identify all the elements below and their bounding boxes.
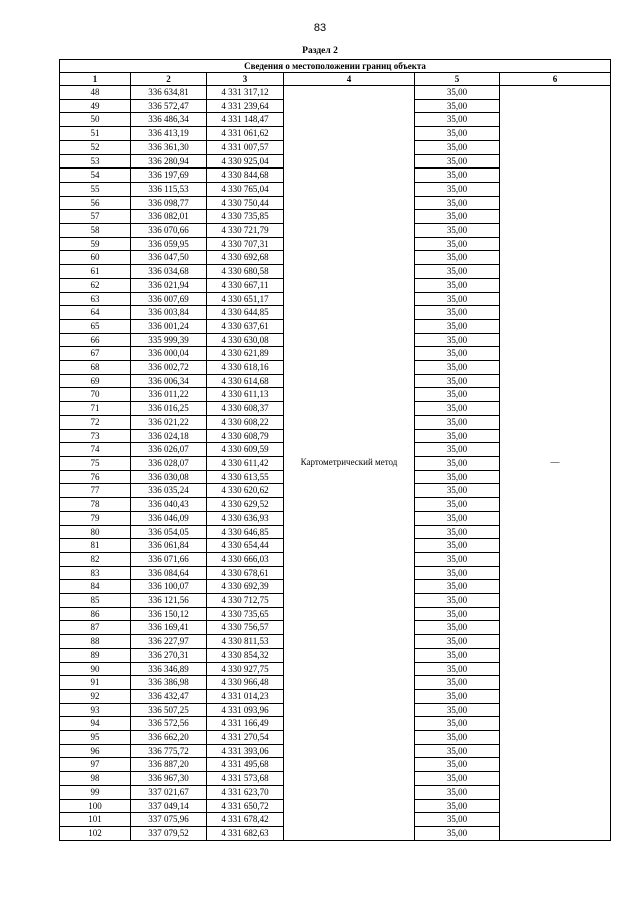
point-number-cell: 101 xyxy=(60,813,131,827)
coordinate-y-cell: 4 331 682,63 xyxy=(207,826,284,840)
point-number-cell: 84 xyxy=(60,580,131,594)
coordinate-x-cell: 337 079,52 xyxy=(131,826,207,840)
coordinate-y-cell: 4 331 495,68 xyxy=(207,758,284,772)
coordinate-x-cell: 336 016,25 xyxy=(131,402,207,416)
coordinate-y-cell: 4 330 621,89 xyxy=(207,347,284,361)
accuracy-cell: 35,00 xyxy=(415,826,500,840)
coordinate-x-cell: 336 169,41 xyxy=(131,621,207,635)
point-number-cell: 65 xyxy=(60,319,131,333)
coordinate-y-cell: 4 330 618,16 xyxy=(207,361,284,375)
coordinate-y-cell: 4 330 630,08 xyxy=(207,333,284,347)
accuracy-cell: 35,00 xyxy=(415,127,500,141)
point-number-cell: 55 xyxy=(60,182,131,196)
point-number-cell: 90 xyxy=(60,662,131,676)
coordinate-x-cell: 336 034,68 xyxy=(131,265,207,279)
coordinate-x-cell: 336 507,25 xyxy=(131,703,207,717)
coordinate-y-cell: 4 330 613,55 xyxy=(207,470,284,484)
accuracy-cell: 35,00 xyxy=(415,182,500,196)
point-number-cell: 49 xyxy=(60,99,131,113)
point-number-cell: 100 xyxy=(60,799,131,813)
coordinate-x-cell: 336 059,95 xyxy=(131,237,207,251)
point-number-cell: 75 xyxy=(60,456,131,470)
accuracy-cell: 35,00 xyxy=(415,196,500,210)
coordinate-y-cell: 4 331 014,23 xyxy=(207,689,284,703)
coordinate-y-cell: 4 330 651,17 xyxy=(207,292,284,306)
point-number-cell: 58 xyxy=(60,224,131,238)
point-number-cell: 88 xyxy=(60,635,131,649)
coordinate-x-cell: 336 572,56 xyxy=(131,717,207,731)
coordinate-x-cell: 336 071,66 xyxy=(131,552,207,566)
coordinate-y-cell: 4 330 735,65 xyxy=(207,607,284,621)
accuracy-cell: 35,00 xyxy=(415,498,500,512)
accuracy-cell: 35,00 xyxy=(415,635,500,649)
point-number-cell: 59 xyxy=(60,237,131,251)
point-number-cell: 86 xyxy=(60,607,131,621)
coordinate-x-cell: 336 098,77 xyxy=(131,196,207,210)
coordinate-y-cell: 4 331 239,64 xyxy=(207,99,284,113)
boundary-table xyxy=(59,59,611,841)
accuracy-cell: 35,00 xyxy=(415,484,500,498)
accuracy-cell: 35,00 xyxy=(415,772,500,786)
accuracy-cell: 35,00 xyxy=(415,86,500,100)
coordinate-x-cell: 336 040,43 xyxy=(131,498,207,512)
coordinate-y-cell: 4 330 608,22 xyxy=(207,415,284,429)
accuracy-cell: 35,00 xyxy=(415,361,500,375)
point-number-cell: 76 xyxy=(60,470,131,484)
point-number-cell: 83 xyxy=(60,566,131,580)
coordinate-y-cell: 4 330 750,44 xyxy=(207,196,284,210)
coordinate-y-cell: 4 331 623,70 xyxy=(207,785,284,799)
accuracy-cell: 35,00 xyxy=(415,607,500,621)
accuracy-cell: 35,00 xyxy=(415,113,500,127)
point-number-cell: 70 xyxy=(60,388,131,402)
coordinate-y-cell: 4 330 721,79 xyxy=(207,224,284,238)
point-number-cell: 67 xyxy=(60,347,131,361)
coordinate-y-cell: 4 330 608,37 xyxy=(207,402,284,416)
accuracy-cell: 35,00 xyxy=(415,265,500,279)
coordinate-y-cell: 4 330 620,62 xyxy=(207,484,284,498)
point-number-cell: 66 xyxy=(60,333,131,347)
coordinate-y-cell: 4 330 811,53 xyxy=(207,635,284,649)
point-number-cell: 91 xyxy=(60,676,131,690)
point-number-cell: 93 xyxy=(60,703,131,717)
coordinate-x-cell: 336 662,20 xyxy=(131,731,207,745)
accuracy-cell: 35,00 xyxy=(415,388,500,402)
coordinate-x-cell: 336 035,24 xyxy=(131,484,207,498)
point-number-cell: 94 xyxy=(60,717,131,731)
table-title: Сведения о местоположении границ объекта xyxy=(60,60,611,73)
accuracy-cell: 35,00 xyxy=(415,580,500,594)
coordinate-x-cell: 336 054,05 xyxy=(131,525,207,539)
coordinate-y-cell: 4 330 735,85 xyxy=(207,210,284,224)
header-cell: 3 xyxy=(207,73,284,86)
coordinate-x-cell: 336 002,72 xyxy=(131,361,207,375)
accuracy-cell: 35,00 xyxy=(415,758,500,772)
accuracy-cell: 35,00 xyxy=(415,621,500,635)
coordinate-y-cell: 4 331 317,12 xyxy=(207,86,284,100)
point-number-cell: 61 xyxy=(60,265,131,279)
point-number-cell: 51 xyxy=(60,127,131,141)
accuracy-cell: 35,00 xyxy=(415,443,500,457)
coordinate-x-cell: 336 227,97 xyxy=(131,635,207,649)
coordinate-y-cell: 4 330 756,57 xyxy=(207,621,284,635)
coordinate-x-cell: 337 075,96 xyxy=(131,813,207,827)
coordinate-x-cell: 336 047,50 xyxy=(131,251,207,265)
accuracy-cell: 35,00 xyxy=(415,306,500,320)
point-number-cell: 80 xyxy=(60,525,131,539)
accuracy-cell: 35,00 xyxy=(415,703,500,717)
coordinate-y-cell: 4 330 925,04 xyxy=(207,154,284,168)
coordinate-x-cell: 337 021,67 xyxy=(131,785,207,799)
coordinate-y-cell: 4 330 854,32 xyxy=(207,648,284,662)
page-number: 83 xyxy=(313,22,327,34)
coordinate-y-cell: 4 330 678,61 xyxy=(207,566,284,580)
method-cell: Картометрический метод xyxy=(284,86,415,841)
coordinate-y-cell: 4 330 712,75 xyxy=(207,594,284,608)
point-number-cell: 99 xyxy=(60,785,131,799)
coordinate-y-cell: 4 330 614,68 xyxy=(207,374,284,388)
coordinate-x-cell: 337 049,14 xyxy=(131,799,207,813)
coordinate-x-cell: 336 197,69 xyxy=(131,168,207,182)
accuracy-cell: 35,00 xyxy=(415,648,500,662)
coordinate-y-cell: 4 331 148,47 xyxy=(207,113,284,127)
coordinate-y-cell: 4 331 166,49 xyxy=(207,717,284,731)
point-number-cell: 63 xyxy=(60,292,131,306)
coordinate-x-cell: 336 361,30 xyxy=(131,140,207,154)
accuracy-cell: 35,00 xyxy=(415,470,500,484)
coordinate-x-cell: 336 115,53 xyxy=(131,182,207,196)
accuracy-cell: 35,00 xyxy=(415,813,500,827)
header-cell: 4 xyxy=(284,73,415,86)
point-number-cell: 78 xyxy=(60,498,131,512)
point-number-cell: 79 xyxy=(60,511,131,525)
accuracy-cell: 35,00 xyxy=(415,140,500,154)
coordinate-x-cell: 336 021,22 xyxy=(131,415,207,429)
coordinate-x-cell: 336 386,98 xyxy=(131,676,207,690)
coordinate-x-cell: 336 028,07 xyxy=(131,456,207,470)
coordinate-y-cell: 4 330 666,03 xyxy=(207,552,284,566)
coordinate-y-cell: 4 331 573,68 xyxy=(207,772,284,786)
accuracy-cell: 35,00 xyxy=(415,689,500,703)
point-number-cell: 69 xyxy=(60,374,131,388)
accuracy-cell: 35,00 xyxy=(415,552,500,566)
point-number-cell: 54 xyxy=(60,168,131,182)
coordinate-y-cell: 4 330 629,52 xyxy=(207,498,284,512)
point-number-cell: 87 xyxy=(60,621,131,635)
coordinate-y-cell: 4 330 644,85 xyxy=(207,306,284,320)
coordinate-y-cell: 4 330 692,39 xyxy=(207,580,284,594)
point-number-cell: 97 xyxy=(60,758,131,772)
coordinate-x-cell: 336 046,09 xyxy=(131,511,207,525)
coordinate-y-cell: 4 330 654,44 xyxy=(207,539,284,553)
point-number-cell: 98 xyxy=(60,772,131,786)
accuracy-cell: 35,00 xyxy=(415,717,500,731)
point-number-cell: 82 xyxy=(60,552,131,566)
coordinate-x-cell: 336 413,19 xyxy=(131,127,207,141)
section-title: Раздел 2 xyxy=(302,46,338,56)
coordinate-y-cell: 4 330 611,42 xyxy=(207,456,284,470)
accuracy-cell: 35,00 xyxy=(415,333,500,347)
coordinate-y-cell: 4 330 707,31 xyxy=(207,237,284,251)
coordinate-x-cell: 336 100,07 xyxy=(131,580,207,594)
coordinate-y-cell: 4 330 680,58 xyxy=(207,265,284,279)
point-number-cell: 96 xyxy=(60,744,131,758)
header-cell: 2 xyxy=(131,73,207,86)
table-body xyxy=(60,86,611,841)
coordinate-x-cell: 336 634,81 xyxy=(131,86,207,100)
coordinate-x-cell: 336 026,07 xyxy=(131,443,207,457)
point-number-cell: 56 xyxy=(60,196,131,210)
accuracy-cell: 35,00 xyxy=(415,154,500,168)
coordinate-y-cell: 4 330 636,93 xyxy=(207,511,284,525)
accuracy-cell: 35,00 xyxy=(415,251,500,265)
point-number-cell: 57 xyxy=(60,210,131,224)
coordinate-x-cell: 336 082,01 xyxy=(131,210,207,224)
point-number-cell: 85 xyxy=(60,594,131,608)
coordinate-x-cell: 336 011,22 xyxy=(131,388,207,402)
coordinate-x-cell: 336 121,56 xyxy=(131,594,207,608)
coordinate-y-cell: 4 331 270,54 xyxy=(207,731,284,745)
accuracy-cell: 35,00 xyxy=(415,594,500,608)
coordinate-y-cell: 4 331 093,96 xyxy=(207,703,284,717)
coordinate-y-cell: 4 331 678,42 xyxy=(207,813,284,827)
point-number-cell: 48 xyxy=(60,86,131,100)
coordinate-x-cell: 336 006,34 xyxy=(131,374,207,388)
coordinate-x-cell: 336 346,89 xyxy=(131,662,207,676)
header-row xyxy=(60,73,611,86)
accuracy-cell: 35,00 xyxy=(415,278,500,292)
point-number-cell: 52 xyxy=(60,140,131,154)
accuracy-cell: 35,00 xyxy=(415,237,500,251)
accuracy-cell: 35,00 xyxy=(415,662,500,676)
point-number-cell: 50 xyxy=(60,113,131,127)
accuracy-cell: 35,00 xyxy=(415,429,500,443)
point-number-cell: 102 xyxy=(60,826,131,840)
accuracy-cell: 35,00 xyxy=(415,319,500,333)
coordinate-y-cell: 4 331 650,72 xyxy=(207,799,284,813)
coordinate-x-cell: 336 150,12 xyxy=(131,607,207,621)
coordinate-x-cell: 336 887,20 xyxy=(131,758,207,772)
coordinate-x-cell: 336 000,04 xyxy=(131,347,207,361)
point-number-cell: 73 xyxy=(60,429,131,443)
accuracy-cell: 35,00 xyxy=(415,415,500,429)
header-cell: 1 xyxy=(60,73,131,86)
point-number-cell: 68 xyxy=(60,361,131,375)
coordinate-y-cell: 4 330 637,61 xyxy=(207,319,284,333)
point-number-cell: 95 xyxy=(60,731,131,745)
coordinate-x-cell: 336 061,84 xyxy=(131,539,207,553)
accuracy-cell: 35,00 xyxy=(415,731,500,745)
point-number-cell: 77 xyxy=(60,484,131,498)
coordinate-x-cell: 336 084,64 xyxy=(131,566,207,580)
accuracy-cell: 35,00 xyxy=(415,525,500,539)
header-cell: 5 xyxy=(415,73,500,86)
coordinate-y-cell: 4 331 061,62 xyxy=(207,127,284,141)
coordinate-x-cell: 336 001,24 xyxy=(131,319,207,333)
point-number-cell: 74 xyxy=(60,443,131,457)
header-cell: 6 xyxy=(500,73,611,86)
point-number-cell: 60 xyxy=(60,251,131,265)
coordinate-x-cell: 336 007,69 xyxy=(131,292,207,306)
coordinate-x-cell: 336 270,31 xyxy=(131,648,207,662)
accuracy-cell: 35,00 xyxy=(415,292,500,306)
accuracy-cell: 35,00 xyxy=(415,676,500,690)
coordinate-x-cell: 335 999,39 xyxy=(131,333,207,347)
coordinate-x-cell: 336 967,30 xyxy=(131,772,207,786)
accuracy-cell: 35,00 xyxy=(415,347,500,361)
point-number-cell: 92 xyxy=(60,689,131,703)
coordinate-x-cell: 336 021,94 xyxy=(131,278,207,292)
point-number-cell: 89 xyxy=(60,648,131,662)
coordinate-y-cell: 4 330 611,13 xyxy=(207,388,284,402)
accuracy-cell: 35,00 xyxy=(415,168,500,182)
coordinate-y-cell: 4 330 609,59 xyxy=(207,443,284,457)
accuracy-cell: 35,00 xyxy=(415,785,500,799)
accuracy-cell: 35,00 xyxy=(415,224,500,238)
coordinate-y-cell: 4 330 844,68 xyxy=(207,168,284,182)
point-number-cell: 72 xyxy=(60,415,131,429)
coordinate-x-cell: 336 775,72 xyxy=(131,744,207,758)
accuracy-cell: 35,00 xyxy=(415,210,500,224)
coordinate-y-cell: 4 330 692,68 xyxy=(207,251,284,265)
coordinate-y-cell: 4 330 608,79 xyxy=(207,429,284,443)
coordinate-y-cell: 4 330 646,85 xyxy=(207,525,284,539)
coordinate-y-cell: 4 330 927,75 xyxy=(207,662,284,676)
coordinate-x-cell: 336 572,47 xyxy=(131,99,207,113)
accuracy-cell: 35,00 xyxy=(415,402,500,416)
accuracy-cell: 35,00 xyxy=(415,799,500,813)
accuracy-cell: 35,00 xyxy=(415,566,500,580)
accuracy-cell: 35,00 xyxy=(415,456,500,470)
coordinate-x-cell: 336 030,08 xyxy=(131,470,207,484)
accuracy-cell: 35,00 xyxy=(415,374,500,388)
coordinate-x-cell: 336 432,47 xyxy=(131,689,207,703)
point-number-cell: 71 xyxy=(60,402,131,416)
coordinate-y-cell: 4 330 667,11 xyxy=(207,278,284,292)
point-number-cell: 62 xyxy=(60,278,131,292)
coordinate-x-cell: 336 486,34 xyxy=(131,113,207,127)
accuracy-cell: 35,00 xyxy=(415,511,500,525)
point-number-cell: 64 xyxy=(60,306,131,320)
coordinate-x-cell: 336 024,18 xyxy=(131,429,207,443)
coordinate-y-cell: 4 330 966,48 xyxy=(207,676,284,690)
table-row xyxy=(60,86,611,100)
coordinate-y-cell: 4 331 393,06 xyxy=(207,744,284,758)
point-number-cell: 53 xyxy=(60,154,131,168)
accuracy-cell: 35,00 xyxy=(415,539,500,553)
accuracy-cell: 35,00 xyxy=(415,99,500,113)
coordinate-y-cell: 4 331 007,57 xyxy=(207,140,284,154)
coordinate-y-cell: 4 330 765,04 xyxy=(207,182,284,196)
coordinate-x-cell: 336 280,94 xyxy=(131,154,207,168)
coordinate-x-cell: 336 003,84 xyxy=(131,306,207,320)
description-cell: — xyxy=(500,86,611,841)
coordinate-x-cell: 336 070,66 xyxy=(131,224,207,238)
accuracy-cell: 35,00 xyxy=(415,744,500,758)
point-number-cell: 81 xyxy=(60,539,131,553)
